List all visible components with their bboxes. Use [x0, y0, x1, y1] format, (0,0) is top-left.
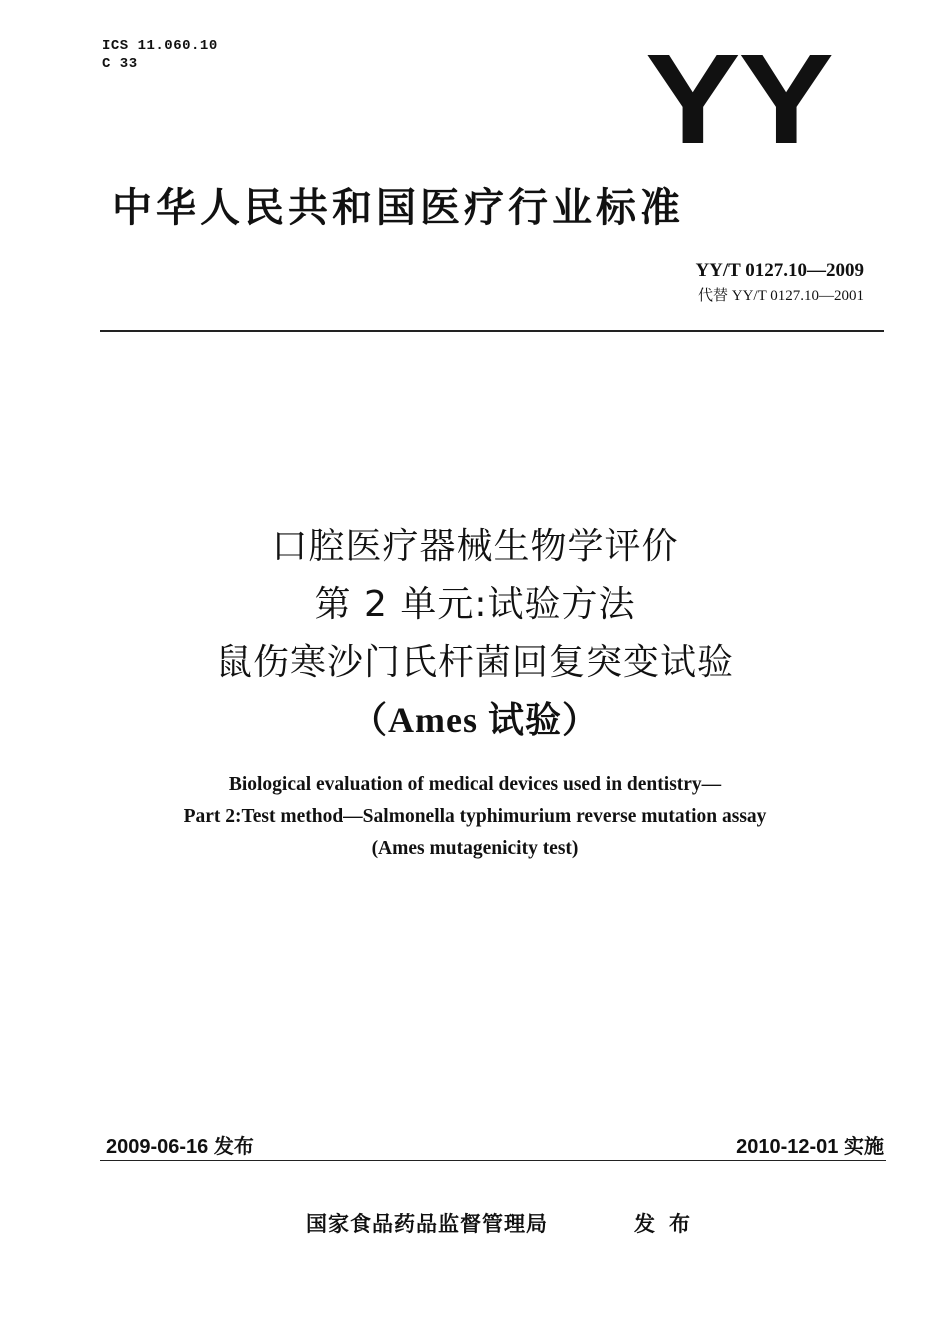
ics-code: ICS 11.060.10	[102, 38, 218, 54]
standard-organization: 中华人民共和国医疗行业标准	[112, 185, 684, 231]
implementation-date: 2010-12-01 实施	[736, 1136, 884, 1158]
publisher-name: 国家食品药品监督管理局	[306, 1212, 548, 1236]
english-title-line-3: (Ames mutagenicity test)	[371, 838, 579, 859]
english-title-line-2: Part 2:Test method—Salmonella typhimurium reverse mutation assay	[183, 806, 767, 827]
replaces-standard: 代替 YY/T 0127.10—2001	[698, 288, 864, 304]
standard-logo: YY	[645, 28, 832, 171]
publish-label: 发布	[634, 1212, 704, 1236]
chinese-title-line-1: 口腔医疗器械生物学评价	[271, 526, 679, 567]
chinese-title-line-4: （Ames 试验）	[351, 700, 599, 740]
ccs-code: C 33	[102, 56, 138, 72]
footer-divider	[100, 1160, 886, 1161]
header-divider	[100, 330, 884, 332]
chinese-title-line-3: 鼠伤寒沙门氏杆菌回复突变试验	[215, 642, 734, 683]
chinese-title-line-2: 第 2 单元:试验方法	[314, 584, 636, 625]
english-title-line-1: Biological evaluation of medical devices used in dentistry—	[228, 774, 722, 795]
standard-number: YY/T 0127.10—2009	[695, 260, 864, 281]
issue-date: 2009-06-16 发布	[106, 1136, 254, 1158]
